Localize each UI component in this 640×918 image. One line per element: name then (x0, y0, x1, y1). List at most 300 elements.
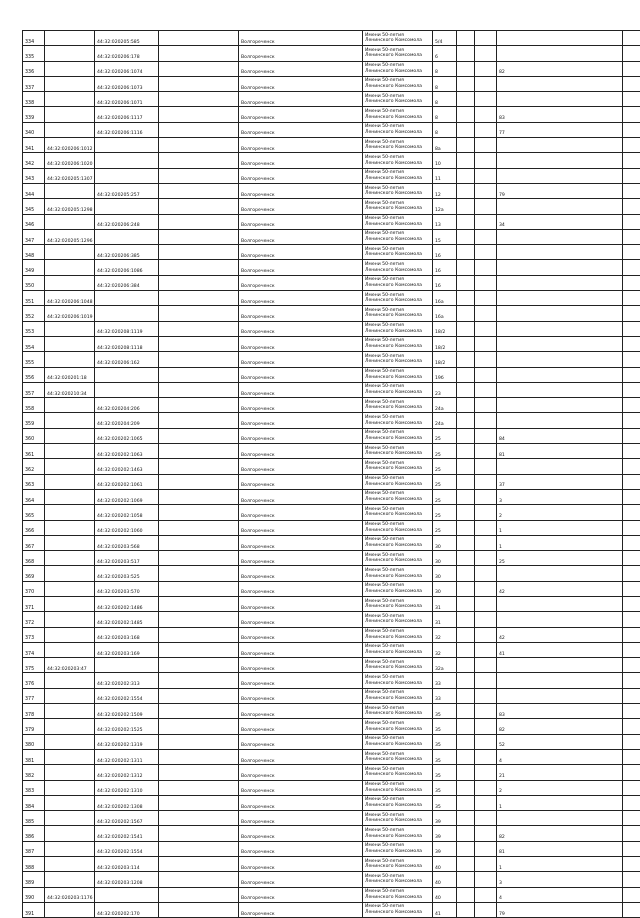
apartment-number (497, 199, 623, 214)
empty-cell (623, 444, 640, 459)
table-row (23, 183, 640, 198)
empty-cell (623, 122, 640, 137)
empty-cell (623, 505, 640, 520)
cadastral-number-left (45, 428, 95, 443)
apartment-number (497, 352, 623, 367)
house-number: 25 (433, 428, 457, 443)
town-cell: Волгореченск (239, 780, 363, 795)
street-line-1: Имени 50-летия (365, 247, 430, 253)
empty-cell (623, 642, 640, 657)
cadastral-number-left (45, 826, 95, 841)
street-line-1: Имени 50-летия (365, 736, 430, 742)
empty-cell (159, 673, 239, 688)
table-row (23, 214, 640, 229)
street-cell (363, 199, 433, 214)
street-cell (363, 352, 433, 367)
house-number: 31 (433, 596, 457, 611)
street-cell (363, 658, 433, 673)
street-line-2: Ленинского Комсомола (365, 619, 430, 625)
house-number: 33 (433, 673, 457, 688)
cadastral-number: 44:32:020202:1310 (95, 780, 159, 795)
row-number: 336 (23, 61, 45, 76)
house-number: 35 (433, 780, 457, 795)
empty-cell (475, 76, 497, 91)
apartment-number (497, 291, 623, 306)
town-cell: Волгореченск (239, 260, 363, 275)
empty-cell (475, 612, 497, 627)
table-row (23, 887, 640, 902)
apartment-number: 83 (497, 107, 623, 122)
apartment-number (497, 459, 623, 474)
street-line-2: Ленинского Комсомола (365, 772, 430, 778)
street-line-2: Ленинского Комсомола (365, 635, 430, 641)
row-number: 386 (23, 826, 45, 841)
empty-cell (159, 841, 239, 856)
empty-cell (159, 306, 239, 321)
street-line-1: Имени 50-летия (365, 216, 430, 222)
row-number: 372 (23, 612, 45, 627)
empty-cell (475, 229, 497, 244)
street-line-1: Имени 50-летия (365, 660, 430, 666)
empty-cell (623, 260, 640, 275)
cadastral-number-left: 44:32:020210:34 (45, 382, 95, 397)
street-line-1: Имени 50-летия (365, 797, 430, 803)
table-row (23, 520, 640, 535)
empty-cell (457, 612, 475, 627)
empty-cell (475, 61, 497, 76)
empty-cell (159, 459, 239, 474)
cadastral-number (95, 138, 159, 153)
cadastral-number-left: 44:32:020205:1307 (45, 168, 95, 183)
apartment-number: 21 (497, 765, 623, 780)
empty-cell (159, 627, 239, 642)
empty-cell (475, 765, 497, 780)
house-number: 10 (433, 153, 457, 168)
row-number: 341 (23, 138, 45, 153)
row-number: 356 (23, 367, 45, 382)
empty-cell (623, 673, 640, 688)
empty-cell (623, 780, 640, 795)
town-cell: Волгореченск (239, 474, 363, 489)
empty-cell (159, 367, 239, 382)
town-cell: Волгореченск (239, 306, 363, 321)
row-number: 380 (23, 734, 45, 749)
table-row (23, 153, 640, 168)
street-line-2: Ленинского Комсомола (365, 390, 430, 396)
table-row (23, 336, 640, 351)
apartment-number: 25 (497, 551, 623, 566)
street-line-1: Имени 50-летия (365, 354, 430, 360)
apartment-number: 82 (497, 826, 623, 841)
street-line-1: Имени 50-летия (365, 461, 430, 467)
cadastral-number: 44:32:020202:1509 (95, 704, 159, 719)
empty-cell (457, 168, 475, 183)
street-line-1: Имени 50-летия (365, 140, 430, 146)
empty-cell (623, 551, 640, 566)
empty-cell (159, 811, 239, 826)
street-cell (363, 826, 433, 841)
empty-cell (623, 765, 640, 780)
town-cell: Волгореченск (239, 459, 363, 474)
empty-cell (475, 183, 497, 198)
street-line-1: Имени 50-летия (365, 843, 430, 849)
cadastral-number-left (45, 857, 95, 872)
empty-cell (457, 382, 475, 397)
empty-cell (159, 352, 239, 367)
apartment-number: 81 (497, 841, 623, 856)
street-line-2: Ленинского Комсомола (365, 405, 430, 411)
apartment-number: 34 (497, 214, 623, 229)
cadastral-number-left (45, 505, 95, 520)
cadastral-number (95, 382, 159, 397)
empty-cell (457, 765, 475, 780)
street-line-2: Ленинского Комсомола (365, 99, 430, 105)
street-cell (363, 76, 433, 91)
empty-cell (623, 596, 640, 611)
town-cell: Волгореченск (239, 321, 363, 336)
empty-cell (159, 153, 239, 168)
street-line-1: Имени 50-летия (365, 78, 430, 84)
house-number: 35 (433, 719, 457, 734)
cadastral-number-left (45, 413, 95, 428)
empty-cell (475, 811, 497, 826)
empty-cell (623, 734, 640, 749)
street-cell (363, 92, 433, 107)
register-sheet (22, 30, 620, 890)
table-row (23, 382, 640, 397)
house-number: 35 (433, 749, 457, 764)
table-row (23, 612, 640, 627)
empty-cell (475, 46, 497, 61)
street-line-1: Имени 50-летия (365, 752, 430, 758)
empty-cell (475, 535, 497, 550)
house-number: 16а (433, 306, 457, 321)
empty-cell (457, 76, 475, 91)
cadastral-number-left (45, 520, 95, 535)
apartment-number (497, 336, 623, 351)
street-line-2: Ленинского Комсомола (365, 466, 430, 472)
apartment-number (497, 229, 623, 244)
house-number: 25 (433, 505, 457, 520)
empty-cell (623, 474, 640, 489)
town-cell: Волгореченск (239, 76, 363, 91)
house-number: 39 (433, 811, 457, 826)
cadastral-number-left (45, 749, 95, 764)
apartment-number: 4 (497, 749, 623, 764)
street-cell (363, 245, 433, 260)
empty-cell (159, 107, 239, 122)
row-number: 384 (23, 795, 45, 810)
empty-cell (475, 520, 497, 535)
street-cell (363, 612, 433, 627)
table-row (23, 138, 640, 153)
table-row (23, 841, 640, 856)
empty-cell (457, 291, 475, 306)
empty-cell (623, 398, 640, 413)
empty-cell (159, 275, 239, 290)
street-line-2: Ленинского Комсомола (365, 834, 430, 840)
table-row (23, 658, 640, 673)
empty-cell (457, 31, 475, 46)
street-line-2: Ленинского Комсомола (365, 161, 430, 167)
empty-cell (457, 413, 475, 428)
street-line-1: Имени 50-летия (365, 553, 430, 559)
cadastral-number: 44:32:020202:1485 (95, 612, 159, 627)
table-row (23, 566, 640, 581)
street-cell (363, 566, 433, 581)
apartment-number (497, 275, 623, 290)
empty-cell (457, 275, 475, 290)
cadastral-number-left (45, 122, 95, 137)
row-number: 346 (23, 214, 45, 229)
apartment-number: 41 (497, 642, 623, 657)
row-number: 373 (23, 627, 45, 642)
cadastral-number: 44:32:020208:1118 (95, 336, 159, 351)
cadastral-number: 44:32:020202:1311 (95, 749, 159, 764)
empty-cell (159, 76, 239, 91)
street-cell (363, 887, 433, 902)
cadastral-number: 44:32:020202:1308 (95, 795, 159, 810)
table-row (23, 734, 640, 749)
street-line-2: Ленинского Комсомола (365, 574, 430, 580)
empty-cell (475, 138, 497, 153)
cadastral-number-left (45, 76, 95, 91)
empty-cell (159, 551, 239, 566)
empty-cell (475, 719, 497, 734)
cadastral-number: 44:32:020206:178 (95, 46, 159, 61)
apartment-number (497, 382, 623, 397)
street-cell (363, 61, 433, 76)
house-number: 35 (433, 734, 457, 749)
row-number: 378 (23, 704, 45, 719)
apartment-number: 52 (497, 734, 623, 749)
town-cell: Волгореченск (239, 367, 363, 382)
cadastral-number-left (45, 31, 95, 46)
apartment-number (497, 321, 623, 336)
empty-cell (475, 551, 497, 566)
apartment-number (497, 92, 623, 107)
row-number: 365 (23, 505, 45, 520)
row-number: 343 (23, 168, 45, 183)
empty-cell (623, 719, 640, 734)
street-cell (363, 795, 433, 810)
empty-cell (159, 229, 239, 244)
cadastral-number-left (45, 673, 95, 688)
table-row (23, 31, 640, 46)
empty-cell (623, 612, 640, 627)
row-number: 347 (23, 229, 45, 244)
apartment-number: 82 (497, 61, 623, 76)
cadastral-number-left (45, 627, 95, 642)
empty-cell (159, 382, 239, 397)
row-number: 348 (23, 245, 45, 260)
town-cell: Волгореченск (239, 841, 363, 856)
empty-cell (159, 199, 239, 214)
town-cell: Волгореченск (239, 857, 363, 872)
row-number: 370 (23, 581, 45, 596)
house-number: 23 (433, 382, 457, 397)
street-cell (363, 306, 433, 321)
apartment-number: 1 (497, 795, 623, 810)
house-number: 25 (433, 489, 457, 504)
town-cell: Волгореченск (239, 520, 363, 535)
cadastral-number-left (45, 795, 95, 810)
street-cell (363, 291, 433, 306)
house-number: 8 (433, 61, 457, 76)
empty-cell (457, 92, 475, 107)
town-cell: Волгореченск (239, 872, 363, 887)
apartment-number (497, 566, 623, 581)
street-line-1: Имени 50-летия (365, 690, 430, 696)
cadastral-number: 44:32:020206:248 (95, 214, 159, 229)
empty-cell (457, 107, 475, 122)
empty-cell (159, 749, 239, 764)
empty-cell (457, 627, 475, 642)
street-line-2: Ленинского Комсомола (365, 283, 430, 289)
table-row (23, 199, 640, 214)
empty-cell (457, 489, 475, 504)
street-cell (363, 734, 433, 749)
empty-cell (475, 627, 497, 642)
street-line-2: Ленинского Комсомола (365, 436, 430, 442)
house-number: 35 (433, 795, 457, 810)
empty-cell (159, 826, 239, 841)
row-number: 337 (23, 76, 45, 91)
town-cell: Волгореченск (239, 122, 363, 137)
cadastral-number: 44:32:020202:1554 (95, 841, 159, 856)
house-number: 39 (433, 841, 457, 856)
empty-cell (623, 413, 640, 428)
house-number: 12 (433, 183, 457, 198)
street-line-1: Имени 50-летия (365, 583, 430, 589)
cadastral-number-left (45, 245, 95, 260)
street-line-2: Ленинского Комсомола (365, 145, 430, 151)
empty-cell (623, 31, 640, 46)
empty-cell (457, 122, 475, 137)
street-line-1: Имени 50-летия (365, 262, 430, 268)
empty-cell (475, 168, 497, 183)
street-line-2: Ленинского Комсомола (365, 696, 430, 702)
street-line-1: Имени 50-летия (365, 124, 430, 130)
empty-cell (457, 749, 475, 764)
table-row (23, 474, 640, 489)
street-cell (363, 719, 433, 734)
town-cell: Волгореченск (239, 183, 363, 198)
apartment-number (497, 673, 623, 688)
town-cell: Волгореченск (239, 719, 363, 734)
street-line-1: Имени 50-летия (365, 874, 430, 880)
house-number: 16а (433, 291, 457, 306)
table-row (23, 107, 640, 122)
street-line-2: Ленинского Комсомола (365, 344, 430, 350)
town-cell: Волгореченск (239, 734, 363, 749)
empty-cell (475, 413, 497, 428)
empty-cell (623, 520, 640, 535)
street-line-2: Ленинского Комсомола (365, 543, 430, 549)
table-row (23, 352, 640, 367)
table-row (23, 489, 640, 504)
empty-cell (457, 734, 475, 749)
empty-cell (457, 306, 475, 321)
cadastral-number: 44:32:020202:1069 (95, 489, 159, 504)
empty-cell (475, 428, 497, 443)
apartment-number: 79 (497, 183, 623, 198)
town-cell: Волгореченск (239, 61, 363, 76)
empty-cell (457, 245, 475, 260)
empty-cell (457, 795, 475, 810)
empty-cell (159, 704, 239, 719)
apartment-number (497, 168, 623, 183)
empty-cell (159, 658, 239, 673)
house-number: 16 (433, 260, 457, 275)
cadastral-number: 44:32:020202:1058 (95, 505, 159, 520)
street-line-1: Имени 50-летия (365, 400, 430, 406)
empty-cell (457, 153, 475, 168)
row-number: 354 (23, 336, 45, 351)
cadastral-number: 44:32:020206:1117 (95, 107, 159, 122)
street-line-1: Имени 50-летия (365, 201, 430, 207)
empty-cell (457, 811, 475, 826)
street-cell (363, 535, 433, 550)
row-number: 391 (23, 902, 45, 917)
empty-cell (159, 780, 239, 795)
street-cell (363, 46, 433, 61)
street-line-2: Ленинского Комсомола (365, 604, 430, 610)
street-cell (363, 489, 433, 504)
row-number: 339 (23, 107, 45, 122)
cadastral-number: 44:32:020203:169 (95, 642, 159, 657)
cadastral-number-left (45, 612, 95, 627)
street-cell (363, 336, 433, 351)
apartment-number: 1 (497, 535, 623, 550)
empty-cell (159, 336, 239, 351)
street-cell (363, 229, 433, 244)
cadastral-number-left (45, 841, 95, 856)
apartment-number: 83 (497, 704, 623, 719)
table-row (23, 275, 640, 290)
house-number: 35 (433, 765, 457, 780)
row-number: 335 (23, 46, 45, 61)
empty-cell (159, 795, 239, 810)
house-number: 24а (433, 398, 457, 413)
town-cell: Волгореченск (239, 627, 363, 642)
empty-cell (623, 627, 640, 642)
town-cell: Волгореченск (239, 673, 363, 688)
house-number: 39 (433, 826, 457, 841)
empty-cell (159, 31, 239, 46)
empty-cell (475, 841, 497, 856)
empty-cell (475, 688, 497, 703)
apartment-number (497, 245, 623, 260)
cadastral-number-left (45, 444, 95, 459)
cadastral-number-left: 44:32:020203:1176 (45, 887, 95, 902)
street-cell (363, 444, 433, 459)
empty-cell (623, 566, 640, 581)
cadastral-number: 44:32:020202:1486 (95, 596, 159, 611)
town-cell: Волгореченск (239, 902, 363, 917)
street-line-1: Имени 50-летия (365, 507, 430, 513)
table-row (23, 398, 640, 413)
street-cell (363, 765, 433, 780)
empty-cell (457, 704, 475, 719)
house-number: 11 (433, 168, 457, 183)
empty-cell (475, 245, 497, 260)
town-cell: Волгореченск (239, 612, 363, 627)
empty-cell (457, 321, 475, 336)
street-line-2: Ленинского Комсомола (365, 650, 430, 656)
empty-cell (159, 535, 239, 550)
street-cell (363, 382, 433, 397)
